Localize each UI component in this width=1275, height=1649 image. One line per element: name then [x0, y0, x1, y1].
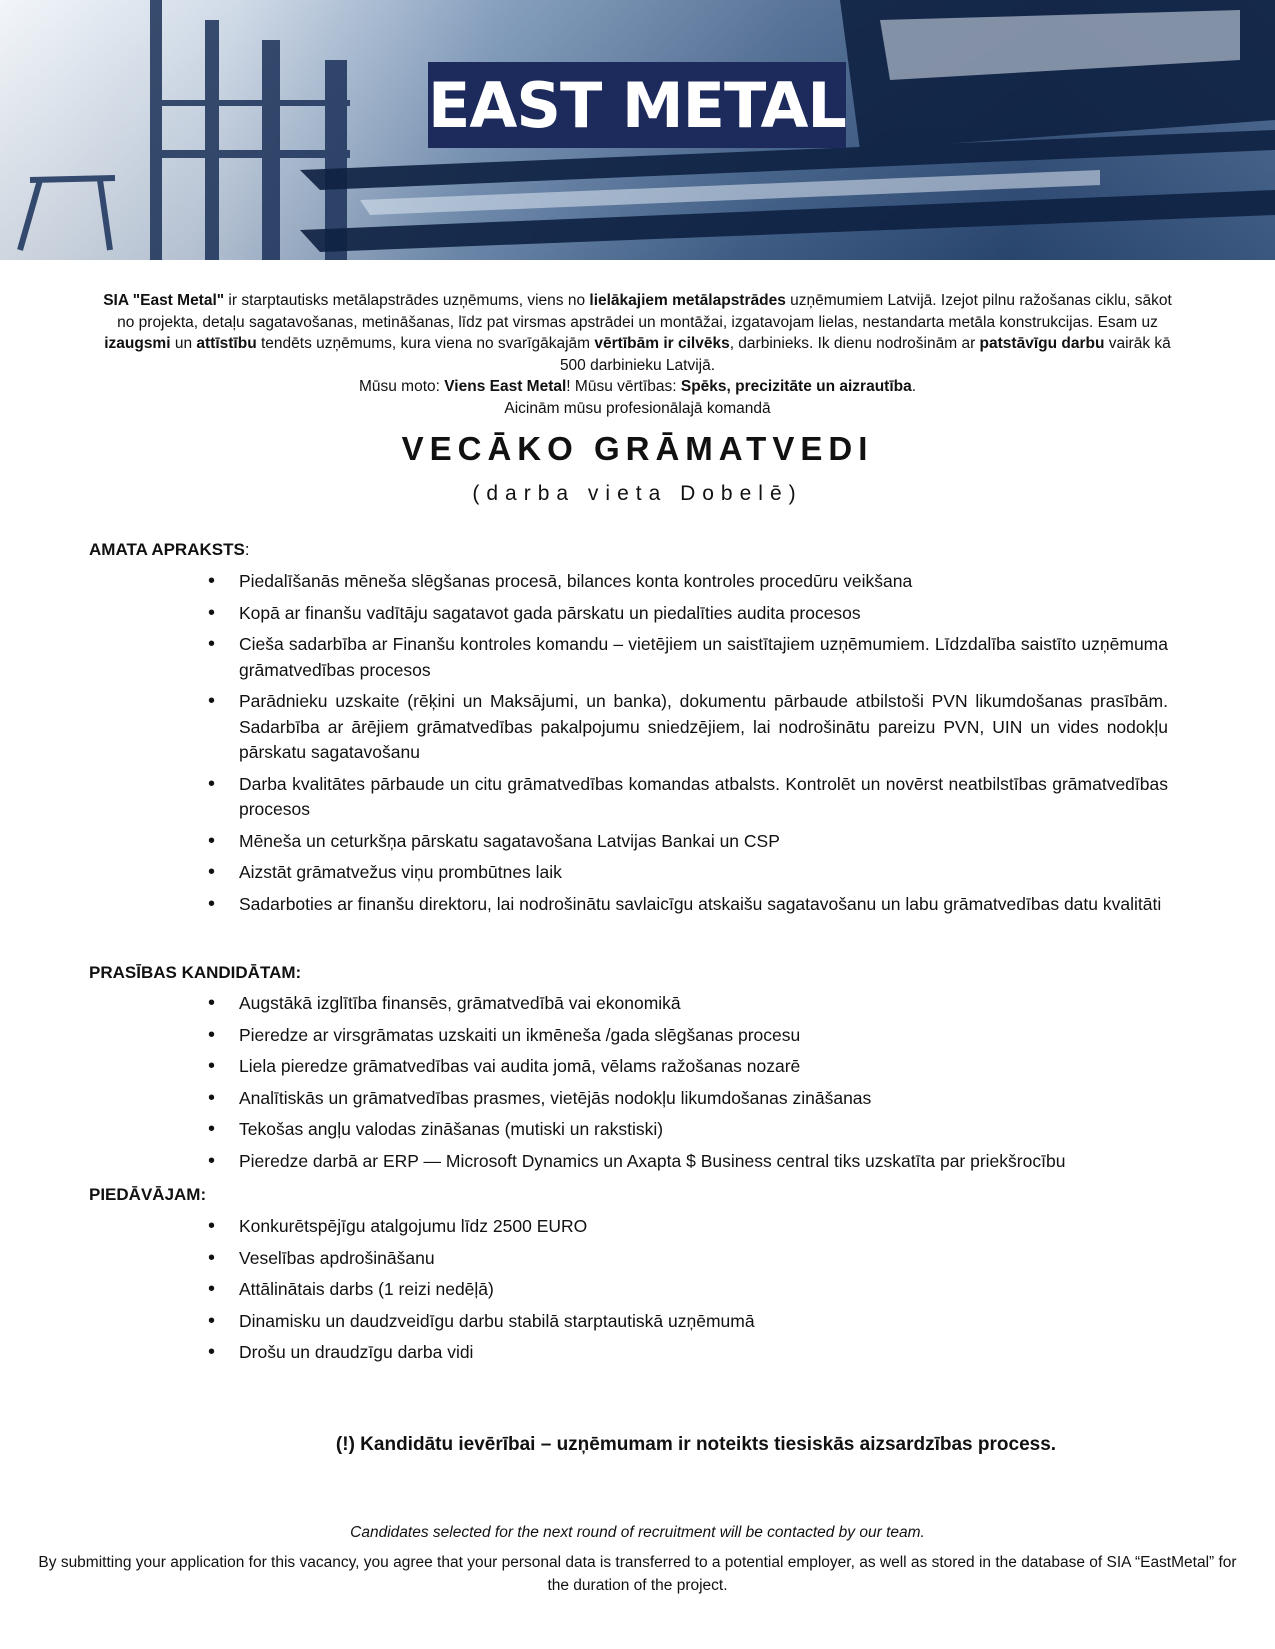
list-item: • Pieredze darbā ar ERP — Microsoft Dynamics un Axapta $ Business central tiks uzskatīta par priekšrocību [208, 1149, 1168, 1175]
list-item: • Darba kvalitātes pārbaude un citu grāmatvedības komandas atbalsts. Kontrolēt un novērst neatbilstības grāmatvedības procesos [208, 772, 1168, 823]
duties-heading-colon: : [244, 540, 250, 559]
list-item: • Konkurētspējīgu atalgojumu līdz 2500 EURO [208, 1214, 1168, 1240]
legal-notice: (!) Kandidātu ievērībai – uzņēmumam ir noteikts tiesiskās aizsardzības process. [335, 1434, 1057, 1455]
list-item: • Veselības apdrošināšanu [208, 1246, 1168, 1272]
list-item: • Tekošas angļu valodas zināšanas (mutiski un rakstiski) [208, 1117, 1168, 1143]
list-item: • Attālinātais darbs (1 reizi nedēļā) [208, 1277, 1168, 1303]
footer-consent: By submitting your application for this vacancy, you agree that your personal data is transferred to a potential employer, as well as stored in the database of SIA “EastMetal” for the duration of the project. [38, 1554, 1237, 1594]
intro-emphasis: attīstību [196, 335, 257, 352]
list-item: • Parādnieku uzskaite (rēķini un Maksājumi, un banka), dokumentu pārbaude atbilstoši PVN likumdošanas prasībām. Sadarbība ar ārējiem grāmatvedības pakalpojumu sniedzējiem, lai nodrošinātu pareizu PVN, UIN un vides nodokļu pārskatu sagatavošanu [208, 689, 1168, 766]
values-label: ! Mūsu vērtības: [566, 378, 681, 395]
offer-list [208, 1214, 1168, 1372]
offer-heading: PIEDĀVĀJAM: [89, 1185, 207, 1204]
requirements-list [208, 991, 1168, 1180]
intro-text: ir starptautisks metālapstrādes uzņēmums, viens no [224, 292, 590, 309]
values-value: Spēks, precizitāte un aizrautība [680, 378, 912, 395]
header-banner [0, 0, 1275, 260]
duties-heading-text: AMATA APRAKSTS [89, 540, 245, 559]
intro-emphasis: vērtībām ir cilvēks [594, 335, 730, 352]
list-item: • Dinamisku un daudzveidīgu darbu stabilā starptautiskā uzņēmumā [208, 1309, 1168, 1335]
requirements-heading: PRASĪBAS KANDIDĀTAM: [89, 963, 302, 982]
intro-text: vairāk kā 500 darbinieku Latvijā. [559, 335, 1171, 374]
intro-paragraph [100, 290, 1175, 376]
list-item: • Analītiskās un grāmatvedības prasmes, vietējās nodokļu likumdošanas zināšanas [208, 1086, 1168, 1112]
list-item: • Sadarboties ar finanšu direktoru, lai nodrošinātu savlaicīgu atskaišu sagatavošanu un labu grāmatvedības datu kvalitāti [208, 892, 1168, 918]
motto-end: . [911, 378, 917, 395]
company-intro [100, 290, 1175, 419]
list-item: • Aizstāt grāmatvežus viņu prombūtnes laik [208, 860, 1168, 886]
job-title: VECĀKO GRĀMATVEDI [401, 430, 874, 467]
motto-value: Viens East Metal [444, 378, 567, 395]
intro-emphasis: lielākajiem metālapstrādes [589, 292, 786, 309]
list-item: • Piedalīšanās mēneša slēgšanas procesā, bilances konta kontroles procedūru veikšana [208, 569, 1168, 595]
duties-heading [89, 540, 250, 560]
job-location: (darba vieta Dobelē) [472, 482, 803, 505]
list-item: • Pieredze ar virsgrāmatas uzskaiti un ikmēneša /gada slēgšanas procesu [208, 1023, 1168, 1049]
list-item: • Drošu un draudzīgu darba vidi [208, 1340, 1168, 1366]
list-item: • Liela pieredze grāmatvedības vai audita jomā, vēlams ražošanas nozarē [208, 1054, 1168, 1080]
east-metal-logo: EAST METAL [428, 62, 846, 148]
footer-note: Candidates selected for the next round of recruitment will be contacted by our team. [350, 1524, 925, 1541]
intro-text: un [170, 335, 197, 352]
list-item: • Augstākā izglītība finansēs, grāmatvedībā vai ekonomikā [208, 991, 1168, 1017]
duties-list [208, 569, 1168, 923]
invite-line: Aicinām mūsu profesionālajā komandā [504, 399, 771, 417]
motto-line [100, 376, 1175, 398]
list-item: • Cieša sadarbība ar Finanšu kontroles komandu – vietējiem un saistītajiem uzņēmumiem. Līdzdalība saistīto uzņēmuma grāmatvedības procesos [208, 632, 1168, 683]
intro-text: , darbinieks. Ik dienu nodrošinām ar [729, 335, 980, 352]
list-item: • Mēneša un ceturkšņa pārskatu sagatavošana Latvijas Bankai un CSP [208, 829, 1168, 855]
list-item: • Kopā ar finanšu vadītāju sagatavot gada pārskatu un piedalīties audita procesos [208, 601, 1168, 627]
motto-label: Mūsu moto: [358, 378, 445, 395]
intro-emphasis: patstāvīgu darbu [979, 335, 1105, 352]
intro-text: uzņēmumiem Latvijā. Izejot pilnu ražošanas ciklu, sākot no projekta, detaļu sagatavošanas, metināšanas, līdz pat virsmas apstrādei un montāžai, izgatavojam lielas, nestandarta metāla konstrukcijas. Esam uz [117, 292, 1172, 331]
intro-emphasis: izaugsmi [104, 335, 171, 352]
intro-text: tendēts uzņēmums, kura viena no svarīgākajām [256, 335, 595, 352]
company-name: SIA "East Metal" [103, 292, 225, 309]
